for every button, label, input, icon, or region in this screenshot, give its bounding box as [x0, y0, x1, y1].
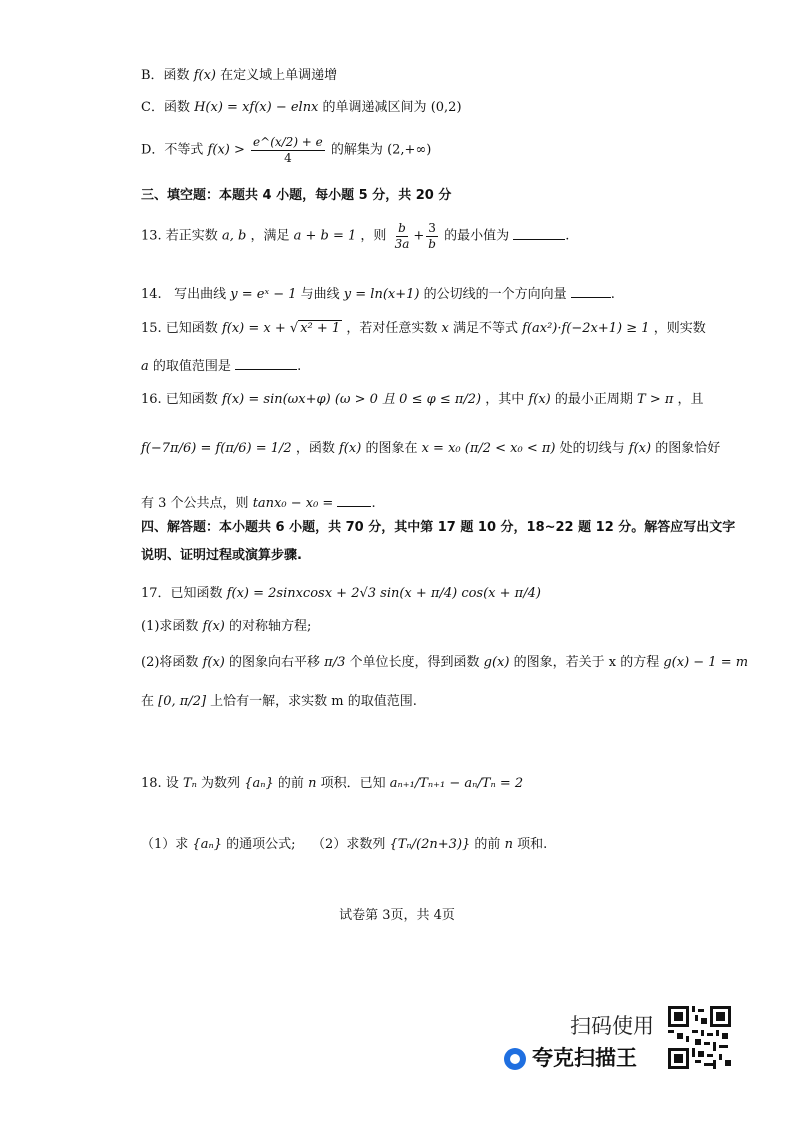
question-13 — [141, 222, 569, 250]
option-d-fraction — [251, 136, 325, 164]
q18-text4: 项积．已知 — [320, 776, 386, 791]
q13-vars: a, b — [221, 228, 247, 244]
q18-text3: 的前 — [277, 776, 304, 791]
q17-p3-text1: 在 — [141, 694, 155, 709]
question-16-line1 — [141, 393, 704, 406]
q14-end: . — [610, 287, 615, 302]
q14-curve1: y = eˣ − 1 — [230, 287, 297, 302]
q18-p2-seq: {Tₙ/(2n+3)} — [389, 837, 471, 852]
option-d-fx: f(x) > — [207, 142, 245, 158]
q15-text3: 满足不等式 — [452, 321, 518, 336]
q18-p2-text1: （2）求数列 — [312, 837, 386, 852]
quark-logo-icon — [504, 1048, 526, 1070]
question-17-part2 — [141, 656, 748, 669]
q13-condition: a + b = 1 — [293, 228, 357, 244]
page-footer: 试卷第 3页，共 4页 — [339, 908, 455, 923]
question-17-part1 — [141, 620, 311, 633]
q13-frac1 — [393, 222, 412, 250]
q16-text7: 处的切线与 — [559, 441, 625, 456]
q18-text1: 18. 设 — [141, 776, 179, 791]
q17-function: f(x) = 2sinxcosx + 2√3 sin(x + π/4) cos(x + π/4) — [226, 586, 541, 601]
option-c-text: 的单调递减区间为 — [322, 100, 427, 115]
q16-text1: 16. 已知函数 — [141, 392, 218, 407]
question-16-line2 — [141, 442, 720, 455]
q16-point: x = x₀ (π/2 < x₀ < π) — [421, 441, 556, 456]
option-c-expr: H(x) = xf(x) − elnx — [194, 100, 319, 115]
q18-p1-seq: {aₙ} — [192, 837, 222, 852]
q13-end: . — [565, 228, 570, 244]
question-15-line2 — [141, 357, 301, 373]
q18-p2-n: n — [504, 837, 513, 852]
q16-answer-blank[interactable] — [337, 494, 371, 507]
q17-p2-fx: f(x) — [202, 655, 225, 670]
q14-number: 14. — [141, 287, 162, 302]
q13-text1: ，满足 — [250, 228, 290, 244]
q15-end: . — [297, 359, 302, 374]
q13-frac2 — [426, 222, 438, 250]
q18-p2-text3: 项和. — [517, 837, 548, 852]
q13-plus: + — [413, 228, 425, 244]
q17-p1-text2: 的对称轴方程; — [229, 619, 312, 634]
q16-text9: 有 3 个公共点，则 — [141, 496, 249, 511]
question-16-line3 — [141, 494, 376, 510]
q15-answer-blank[interactable] — [235, 357, 297, 370]
q17-p2-equation: g(x) − 1 = m — [663, 655, 749, 670]
q18-p1-text1: （1）求 — [141, 837, 189, 852]
option-d — [141, 136, 431, 164]
q16-fx2: f(x) — [528, 392, 551, 407]
q17-p3-interval: [0, π/2] — [158, 694, 207, 709]
option-d-denominator: 4 — [284, 150, 292, 165]
option-b — [141, 69, 337, 82]
q17-p2-shift: π/3 — [324, 655, 346, 670]
brand-name: 夸克扫描王 — [532, 1046, 637, 1070]
q18-p1-text2: 的通项公式; — [226, 837, 296, 852]
q15-inequality: f(ax²)·f(−2x+1) ≥ 1 — [522, 321, 650, 336]
scan-label: 扫码使用 — [570, 1014, 654, 1038]
scanner-watermark — [504, 1006, 734, 1072]
q18-p2-text2: 的前 — [474, 837, 501, 852]
option-d-text: 的解集为 — [330, 142, 383, 158]
section-4-heading-line2: 说明、证明过程或演算步骤. — [141, 548, 302, 563]
option-c-interval: (0,2) — [430, 100, 462, 115]
q15-text2: ，若对任意实数 — [346, 321, 438, 336]
q18-seq: {aₙ} — [244, 776, 274, 791]
option-d-label: D．不等式 — [141, 142, 204, 158]
q13-number: 13. 若正实数 — [141, 228, 218, 244]
q16-fx4: f(x) — [628, 441, 652, 456]
q15-sqrt: x² + 1 — [300, 321, 341, 336]
section-3-heading: 三、填空题：本题共 4 小题，每小题 5 分，共 20 分 — [141, 188, 452, 203]
q16-condition: (ω > 0 且 0 ≤ φ ≤ π/2) — [334, 392, 482, 407]
q16-text3: 的最小正周期 — [554, 392, 633, 407]
q18-tn: Tₙ — [182, 776, 197, 791]
q17-text1: 17．已知函数 — [141, 586, 223, 601]
q13-text2: ，则 — [360, 228, 387, 244]
q17-p1-fx: f(x) — [202, 619, 225, 634]
q17-p2-text3: 个单位长度，得到函数 — [349, 655, 480, 670]
q17-p3-text2: 上恰有一解，求实数 m 的取值范围. — [210, 694, 417, 709]
question-17-stem — [141, 587, 541, 600]
q14-text3: 的公切线的一个方向向量 — [423, 287, 567, 302]
q18-equation: aₙ₊₁/Tₙ₊₁ − aₙ/Tₙ = 2 — [389, 776, 524, 791]
option-d-numerator: e^(x/2) + e — [253, 135, 323, 149]
brand — [504, 1042, 637, 1072]
q18-text2: 为数列 — [201, 776, 241, 791]
option-b-fx: f(x) — [193, 68, 216, 83]
q14-answer-blank[interactable] — [571, 285, 611, 298]
option-b-label: B．函数 — [141, 68, 190, 83]
question-15-line1: 15. 已知函数 f(x) = x + √ x² + 1 ，若对任意实数 x 满足不等式 f(ax²)·f(−2x+1) ≥ 1 ，则实数 — [141, 321, 706, 336]
q17-p1-text1: (1)求函数 — [141, 619, 199, 634]
q16-equation: f(−7π/6) = f(π/6) = 1/2 — [141, 441, 292, 456]
q13-frac2-den: b — [428, 236, 436, 251]
q15-text5: 的取值范围是 — [152, 359, 231, 374]
section-4-heading-line1: 四、解答题：本小题共 6 小题，共 70 分，其中第 17 题 10 分，18~22 题 12 分。解答应写出文字 — [141, 520, 736, 535]
q15-text1: 15. 已知函数 — [141, 321, 218, 336]
question-18-stem — [141, 777, 523, 790]
q15-text4: ，则实数 — [653, 321, 706, 336]
q16-text8: 的图象恰好 — [655, 441, 721, 456]
q16-period: T > π — [637, 392, 674, 407]
q18-n: n — [308, 776, 317, 791]
q13-text3: 的最小值为 — [444, 228, 510, 244]
q13-answer-blank[interactable] — [513, 227, 565, 240]
q13-frac1-den: 3a — [394, 236, 410, 251]
q16-text2: ，其中 — [485, 392, 525, 407]
q15-a: a — [141, 359, 149, 374]
question-17-part2-cont — [141, 695, 417, 708]
option-d-interval: (2,+∞) — [387, 142, 432, 158]
question-18-parts — [141, 838, 547, 851]
q16-end: . — [371, 496, 376, 511]
q16-text6: 的图象在 — [365, 441, 418, 456]
q16-ask: tanx₀ − x₀ = — [252, 496, 334, 511]
q16-fx3: f(x) — [339, 441, 362, 456]
option-b-text: 在定义域上单调递增 — [220, 68, 338, 83]
option-c — [141, 101, 462, 114]
q15-x: x — [441, 321, 449, 336]
q17-p2-text4: 的图象，若关于 x 的方程 — [513, 655, 660, 670]
q15-function: f(x) = x + — [221, 321, 290, 336]
q17-p2-text2: 的图象向右平移 — [229, 655, 321, 670]
q14-text1: 写出曲线 — [174, 287, 227, 302]
q13-frac1-num: b — [398, 221, 406, 235]
q17-p2-text1: (2)将函数 — [141, 655, 199, 670]
q16-function: f(x) = sin(ωx+φ) — [221, 392, 331, 407]
q14-text2: 与曲线 — [300, 287, 340, 302]
q17-p2-g: g(x) — [483, 655, 510, 670]
q16-text5: ，函数 — [295, 441, 335, 456]
question-14 — [141, 285, 615, 301]
q14-curve2: y = ln(x+1) — [343, 287, 420, 302]
qr-code-icon[interactable] — [668, 1006, 731, 1069]
option-c-label: C．函数 — [141, 100, 190, 115]
q13-frac2-num: 3 — [428, 221, 436, 235]
q16-text4: ，且 — [677, 392, 704, 407]
